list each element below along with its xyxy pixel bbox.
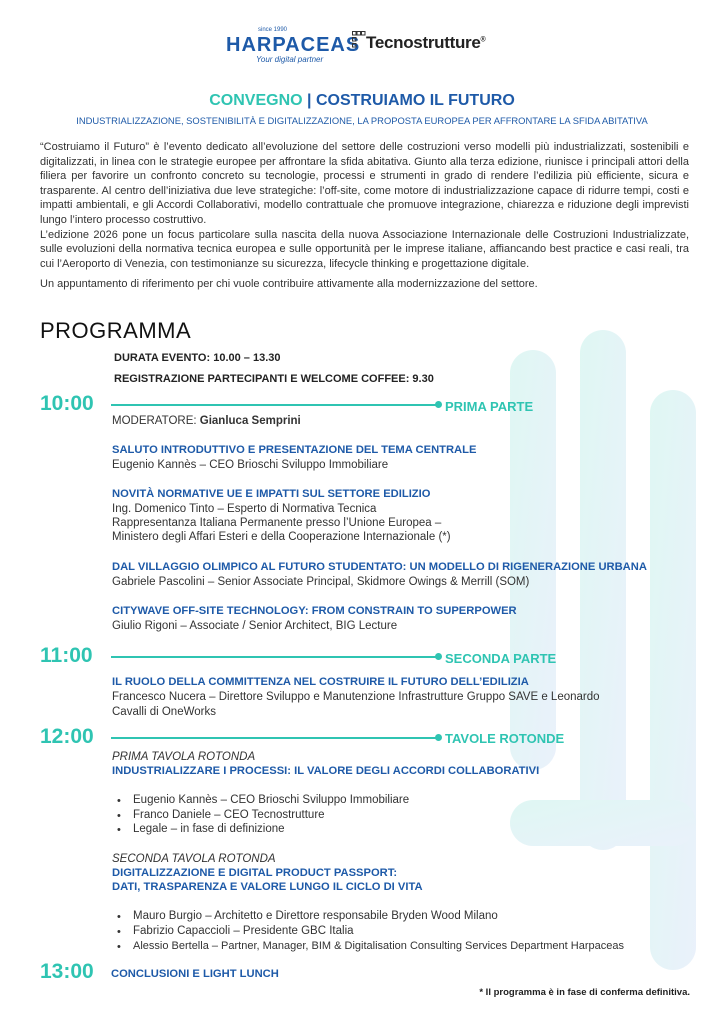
timeline-dot [435, 401, 442, 408]
list-item: Fabrizio Capaccioli – Presidente GBC Italia [133, 925, 354, 937]
closing-label: CONCLUSIONI E LIGHT LUNCH [111, 968, 279, 980]
list-item: Franco Daniele – CEO Tecnostrutture [133, 809, 325, 821]
round-table-title: INDUSTRIALIZZARE I PROCESSI: IL VALORE DEGLI ACCORDI COLLABORATIVI [112, 765, 540, 777]
tecnostrutture-logo: Tecnostrutture® [366, 33, 486, 52]
durata-evento: DURATA EVENTO: 10.00 – 13.30 [114, 352, 281, 364]
round-table-label: PRIMA TAVOLA ROTONDA [112, 751, 256, 763]
session-speaker: Giulio Rigoni – Associate / Senior Architect, BIG Lecture [112, 620, 398, 632]
intro-paragraph: L’edizione 2026 pone un focus particolare sulla nascita della nuova Associazione Internazionale delle Costruzioni Industrializzate, sulle evoluzioni della normativa tecnica europea e sulle opportunità per le imprese italiane, affiancando best practice e casi reali, tra cui l’Aeroporto di Venezia, con testimonianze su sicurezza, lifecycle thinking e progettazione digitale. [40, 228, 689, 270]
session-title: IL RUOLO DELLA COMMITTENZA NEL COSTRUIRE IL FUTURO DELL’EDILIZIA [112, 676, 529, 688]
session-speaker: Ing. Domenico Tinto – Esperto di Normativa Tecnica [112, 503, 377, 515]
timeline-dot [435, 734, 442, 741]
timeline-line [111, 404, 438, 406]
background-decoration [470, 330, 724, 970]
session-speaker: Eugenio Kannès – CEO Brioschi Sviluppo Immobiliare [112, 459, 389, 471]
session-speaker: Rappresentanza Italiana Permanente presso l’Unione Europea – [112, 517, 442, 529]
round-table-title: DATI, TRASPARENZA E VALORE LUNGO IL CICLO DI VITA [112, 881, 423, 893]
programma-title: PROGRAMMA [40, 318, 192, 343]
time-12: 12:00 [40, 725, 94, 748]
bullet: • [117, 824, 121, 836]
bullet: • [117, 810, 121, 822]
time-13: 13:00 [40, 960, 94, 983]
list-item: Alessio Bertella – Partner, Manager, BIM & Digitalisation Consulting Services Department Harpaceas [133, 940, 624, 952]
bullet: • [117, 926, 121, 938]
harpaceas-tagline: Your digital partner [256, 55, 324, 64]
session-speaker: Cavalli di OneWorks [112, 706, 216, 718]
timeline-line [111, 656, 438, 658]
moderatore: MODERATORE: Gianluca Semprini [112, 415, 301, 427]
bullet: • [117, 795, 121, 807]
harpaceas-logo: HARPACEAS [226, 34, 361, 56]
list-item: Legale – in fase di definizione [133, 823, 285, 835]
bullet: • [117, 941, 121, 953]
timeline-line [111, 737, 438, 739]
session-title: SALUTO INTRODUTTIVO E PRESENTAZIONE DEL TEMA CENTRALE [112, 444, 477, 456]
session-speaker: Francesco Nucera – Direttore Sviluppo e Manutenzione Infrastrutture Gruppo SAVE e Leonardo [112, 691, 600, 703]
harpaceas-since: since 1990 [258, 27, 288, 33]
intro-paragraph: Un appuntamento di riferimento per chi vuole contribuire attivamente alla modernizzazione del settore. [40, 278, 538, 291]
round-table-title: DIGITALIZZAZIONE E DIGITAL PRODUCT PASSPORT: [112, 867, 398, 879]
time-10: 10:00 [40, 392, 94, 415]
list-item: Eugenio Kannès – CEO Brioschi Sviluppo Immobiliare [133, 794, 410, 806]
session-title: DAL VILLAGGIO OLIMPICO AL FUTURO STUDENTATO: UN MODELLO DI RIGENERAZIONE URBANA [112, 561, 647, 573]
round-table-label: SECONDA TAVOLA ROTONDA [112, 853, 276, 865]
session-title: CITYWAVE OFF-SITE TECHNOLOGY: FROM CONSTRAIN TO SUPERPOWER [112, 605, 517, 617]
list-item: Mauro Burgio – Architetto e Direttore responsabile Bryden Wood Milano [133, 910, 498, 922]
event-title: CONVEGNO | COSTRUIAMO IL FUTURO [209, 92, 515, 109]
part-label: PRIMA PARTE [445, 399, 534, 414]
intro-paragraph: “Costruiamo il Futuro” è l’evento dedicato all’evoluzione del settore delle costruzioni verso modelli più industrializzati, sostenibili e digitalizzati, in linea con le strategie europee per affrontare la sfida abitativa. Giunto alla terza edizione, riunisce i principali attori della filiera per favorire un confronto concreto su tecnologie, processi e strumenti in grado di rendere l’edilizia più efficiente, sicura e trasparente. Al centro dell’iniziativa due leve strategiche: l’off-site, come motore di industrializzazione capace di ridurre tempi, costi e impatti ambientali, e gli Accordi Collaborativi, modello contrattuale che promuove integrazione, chiarezza e riduzione degli imprevisti lungo l’intero processo costruttivo. [40, 141, 689, 226]
timeline-dot [435, 653, 442, 660]
registrazione: REGISTRAZIONE PARTECIPANTI E WELCOME COFFEE: 9.30 [114, 373, 434, 385]
part-label: TAVOLE ROTONDE [445, 731, 565, 746]
session-speaker: Gabriele Pascolini – Senior Associate Principal, Skidmore Owings & Merrill (SOM) [112, 576, 530, 588]
event-subtitle: INDUSTRIALIZZAZIONE, SOSTENIBILITÀ E DIGITALIZZAZIONE, LA PROPOSTA EUROPEA PER AFFRONTARE LA SFIDA ABITATIVA [76, 115, 648, 126]
bullet: • [117, 911, 121, 923]
time-11: 11:00 [40, 644, 93, 667]
footnote: * Il programma è in fase di conferma definitiva. [479, 987, 690, 998]
session-speaker: Ministero degli Affari Esteri e della Cooperazione Internazionale (*) [112, 531, 451, 543]
intro-text [40, 140, 689, 292]
session-title: NOVITÀ NORMATIVE UE E IMPATTI SUL SETTORE EDILIZIO [112, 488, 431, 500]
tecnostrutture-logo-icon [352, 31, 366, 48]
part-label: SECONDA PARTE [445, 651, 557, 666]
